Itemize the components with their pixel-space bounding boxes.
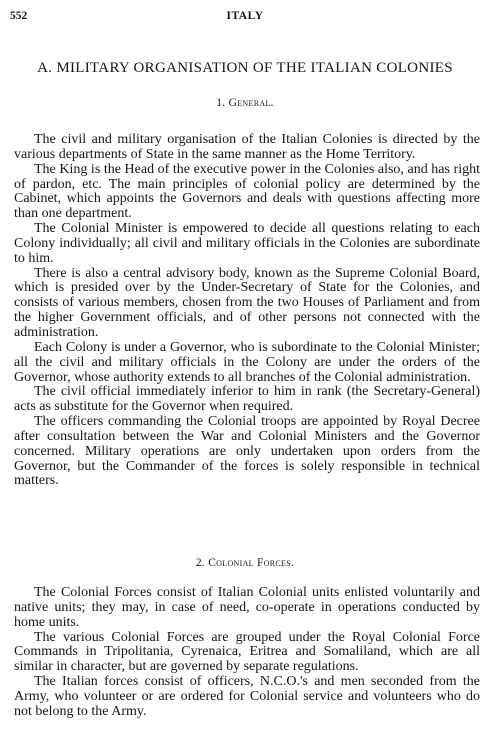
page-number: 552 [10, 10, 28, 22]
subheading-general: 1. General. [216, 97, 274, 109]
paragraph: The Colonial Forces consist of Italian Colonial units enlisted voluntarily and native units; they may, in case of need, co-operate in operations conducted by home units. [14, 585, 480, 630]
paragraph: The officers commanding the Colonial troops are appointed by Royal Decree after consultation between the War and Colonial Ministers and the Governor concerned. Military operations are only undertaken upon orders from the Governor, but the Commander of the forces is solely responsible in technical matters. [14, 414, 480, 489]
paragraph: The civil and military organisation of the Italian Colonies is directed by the various departments of State in the same manner as the Home Territory. [14, 132, 480, 162]
subheading-colonial-forces: 2. Colonial Forces. [195, 557, 295, 569]
paragraph: There is also a central advisory body, known as the Supreme Colonial Board, which is presided over by the Under-Secretary of State for the Colonies, and consists of various members, chosen from the two Houses of Parliament and from the higher Government officials, and of other persons not connected with the administration. [14, 265, 480, 340]
paragraph: Each Colony is under a Governor, who is subordinate to the Colonial Minister; all the civil and military officials in the Colony are under the orders of the Governor, whose authority extends to all branches of the Colonial administration. [14, 339, 480, 385]
paragraph: The civil official immediately inferior to him in rank (the Secretary-General) acts as substitute for the Governor when required. [14, 384, 480, 415]
running-title: ITALY [226, 10, 264, 22]
section-heading: A. MILITARY ORGANISATION OF THE ITALIAN COLONIES [37, 60, 453, 76]
paragraph: The Italian forces consist of officers, N.C.O.'s and men seconded from the Army, who volunteer or are ordered for Colonial service and volunteers who do not belong to the Army. [14, 674, 480, 719]
paragraph: The Colonial Minister is empowered to decide all questions relating to each Colony individually; all civil and military officials in the Colonies are subordinate to him. [14, 221, 480, 266]
colonial-forces-section-body [14, 586, 480, 720]
running-header [10, 10, 480, 26]
paragraph: The various Colonial Forces are grouped under the Royal Colonial Force Commands in Tripolitania, Cyrenaica, Eritrea and Somaliland, which are all similar in character, but are governed by separate regulations. [14, 629, 480, 675]
paragraph: The King is the Head of the executive power in the Colonies also, and has right of pardon, etc. The main principles of colonial policy are determined by the Cabinet, which appoints the Governors and deals with questions affecting more than one department. [14, 161, 480, 222]
general-section-body [14, 133, 480, 489]
